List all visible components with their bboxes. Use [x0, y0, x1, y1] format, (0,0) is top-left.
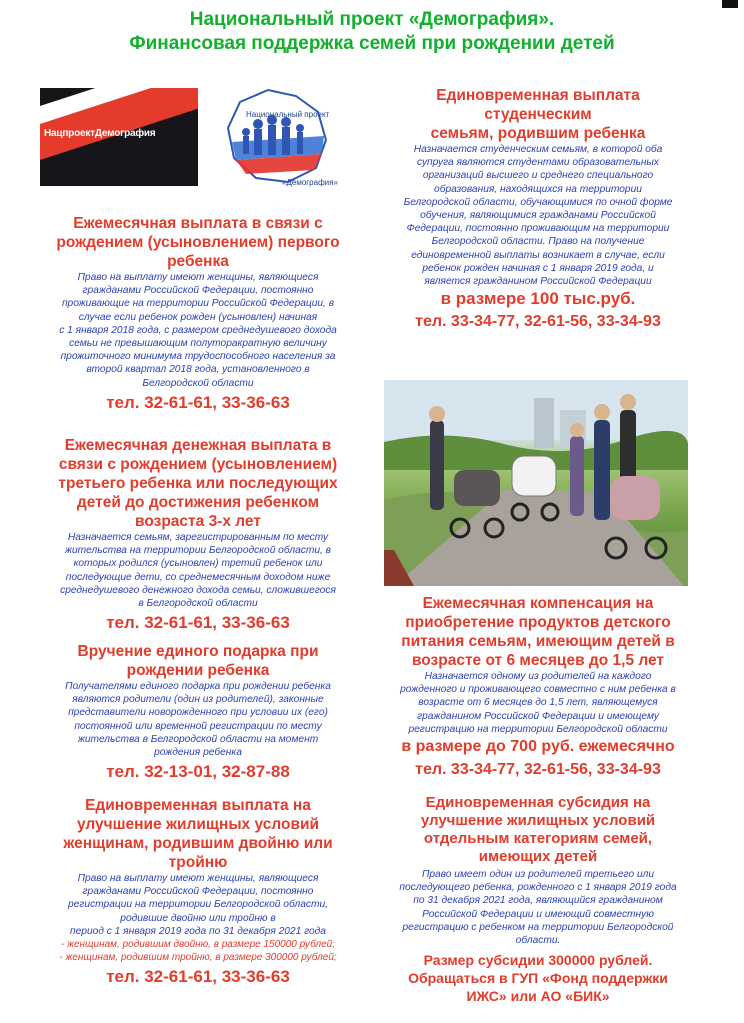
logo2-bottom-text: «Демография»	[282, 178, 338, 187]
text-line: с 1 января 2018 года, с размером среднедушевого дохода	[59, 324, 337, 336]
text-line: образования, находящихся на территории	[434, 183, 642, 195]
block-text	[368, 868, 708, 947]
text-line: Белгородской области, обучающимися по очной форме	[403, 196, 673, 208]
text-line: гражданином Российской Федерации и имеющему	[417, 710, 659, 722]
text-line: Право на выплату имеют женщины, являющиеся	[77, 272, 319, 283]
text-line: Право на выплату имеют женщины, являющиеся	[77, 873, 319, 884]
block-text	[28, 872, 368, 938]
text-line: гражданами Российской Федерации, постоянно	[82, 285, 314, 297]
text-line: Назначается одному из родителей на каждого	[424, 671, 652, 682]
text-line: которых родился (усыновлен) третий ребенок или	[73, 558, 323, 570]
header-line-2: Финансовая поддержка семей при рождении детей	[129, 33, 615, 54]
triplets-amount-line: - женщинам, родившим тройню, в размере 300000 рублей;	[59, 952, 337, 964]
text-line: Назначается студенческим семьям, в которой оба	[413, 144, 663, 155]
title-line: ребенка	[167, 253, 229, 270]
title-line: Вручение единого подарка при	[77, 643, 319, 660]
logo2-top-text: Национальный проект	[246, 110, 330, 119]
block-title	[368, 594, 708, 670]
block-title	[28, 796, 368, 872]
text-line: являются родители (один из родителей), законные	[72, 694, 324, 706]
title-line: рождении ребенка	[126, 662, 270, 679]
title-line: Единовременная выплата на	[85, 797, 311, 814]
text-line: семьи не превышающим полуторакратную величину	[69, 338, 327, 350]
text-line: гражданами Российской Федерации, постоянно	[82, 886, 314, 898]
text-line: по 31 декабря 2021 года, являющийся гражданином	[413, 895, 663, 907]
text-line: организаций высшего и среднего специального	[422, 170, 654, 182]
text-line: Белгородской области. Право на получение	[431, 236, 645, 248]
photo-illustration	[384, 380, 688, 586]
text-line: обучения, являющимися гражданами Российской	[420, 210, 656, 222]
title-line: отдельным категориям семей,	[423, 830, 653, 847]
twins-amount-line: - женщинам, родившим двойню, в размере 150000 рублей;	[60, 939, 336, 951]
text-line: Получателями единого подарка при рождении ребенка	[65, 681, 331, 692]
title-line: приобретение продуктов детского	[405, 614, 671, 631]
text-line: Федерации, постоянно проживающим на территории	[406, 223, 670, 235]
block-text	[368, 670, 708, 736]
title-line: связи с рождением (усыновлением)	[58, 456, 338, 473]
title-line: женщинам, родившим двойню или	[63, 835, 333, 852]
title-line: улучшение жилищных условий	[420, 812, 656, 829]
text-line: ребенок рожден начиная с 1 января 2019 года, и	[422, 262, 654, 274]
title-line: третьего ребенка или последующих	[58, 475, 338, 492]
text-line: супруга являются студентами образовательных	[416, 157, 660, 169]
subsidy-footer	[368, 951, 708, 1005]
title-line: семьям, родившим ребенка	[430, 125, 646, 142]
block-title	[368, 794, 708, 866]
text-line: второй квартал 2018 года, установленного в	[86, 364, 310, 376]
phone-numbers: тел. 32-61-61, 33-36-63	[106, 613, 290, 633]
title-line: Ежемесячная выплата в связи с	[73, 215, 323, 232]
families-with-strollers-photo	[384, 380, 688, 586]
title-line: Ежемесячная денежная выплата в	[64, 437, 332, 454]
text-line: прожиточного минимума трудоспособного населения за	[60, 351, 336, 363]
corner-mark	[722, 0, 738, 8]
block-text	[28, 680, 368, 759]
title-line: Единовременная субсидия на	[425, 794, 651, 811]
text-line: Белгородской области	[142, 377, 254, 389]
block-title	[368, 86, 708, 143]
text-line: родившие двойню или тройню в	[120, 912, 276, 924]
text-line: единовременной выплаты возникает в случае, если	[411, 249, 665, 261]
text-line: рожденного и проживающего совместно с ним ребенка в	[400, 684, 676, 696]
text-line: регистрацию на территории Белгородской области	[408, 723, 668, 735]
phone-numbers: тел. 32-61-61, 33-36-63	[106, 392, 290, 412]
text-line: в Белгородской области	[138, 598, 258, 610]
title-line: питания семьям, имеющим детей в	[401, 633, 675, 650]
title-line: тройню	[168, 854, 228, 871]
footer-line: Размер субсидии 300000 рублей.	[423, 952, 653, 969]
block-baby-food-compensation	[368, 594, 708, 781]
text-line: Российской Федерации и имеющий совместную	[422, 908, 654, 920]
payment-amount: в размере 100 тыс.руб.	[440, 289, 636, 309]
region-map-icon	[218, 82, 338, 192]
phone-numbers: тел. 33-34-77, 32-61-56, 33-34-93	[415, 313, 661, 331]
text-line: является гражданином Российской Федерации	[424, 276, 652, 288]
title-line: улучшение жилищных условий	[76, 816, 320, 833]
payment-amount: в размере до 700 руб. ежемесячно	[401, 738, 675, 756]
phone-numbers: тел. 32-13-01, 32-87-88	[106, 762, 290, 782]
block-title	[28, 436, 368, 531]
text-line: жительства в Белгородской области на момент	[77, 733, 319, 745]
text-line: период с 1 января 2019 года по 31 декабря 2021 года	[70, 925, 326, 937]
text-line: среднедушевого денежного дохода семьи, сложившегося	[60, 584, 336, 596]
block-text	[368, 143, 708, 288]
block-first-child-payment	[28, 214, 368, 414]
block-student-family-payment	[368, 86, 708, 333]
title-line: рождением (усыновлением) первого	[56, 234, 340, 251]
text-line: Право имеет один из родителей третьего или	[421, 869, 655, 880]
text-line: области.	[515, 935, 561, 947]
text-line: случае если ребенок рожден (усыновлен) начиная	[78, 311, 318, 323]
natsproekt-logo	[40, 88, 198, 186]
title-line: детей до достижения ребенком	[76, 494, 320, 511]
text-line: возрасте от 6 месяцев до 1,5 лет, являющемуся	[418, 697, 658, 709]
demography-logo	[218, 82, 338, 192]
block-text	[28, 271, 368, 390]
text-line: Назначается семьям, зарегистрированным по месту	[67, 532, 329, 543]
block-housing-subsidy	[368, 794, 708, 1005]
footer-line: Обращаться в ГУП «Фонд поддержки	[408, 970, 668, 987]
block-twins-payment	[28, 796, 368, 988]
title-line: возрасте от 6 месяцев до 1,5 лет	[411, 652, 665, 669]
block-title	[28, 642, 368, 680]
title-line: имеющих детей	[478, 848, 598, 865]
block-title	[28, 214, 368, 271]
phone-numbers: тел. 33-34-77, 32-61-56, 33-34-93	[415, 761, 661, 779]
text-line: рождения ребенка	[154, 747, 242, 759]
text-line: жительства на территории Белгородской области, в	[65, 545, 331, 557]
block-text	[28, 531, 368, 610]
text-line: последующего ребенка, рожденного с 1 января 2019 года	[399, 882, 677, 894]
title-line: Единовременная выплата	[436, 87, 640, 104]
text-line: постоянной или временной регистрации по месту	[74, 720, 322, 732]
title-line: возраста 3-х лет	[135, 513, 261, 530]
phone-numbers: тел. 32-61-61, 33-36-63	[106, 967, 290, 987]
text-line: представители новорожденного при условии их (его)	[68, 707, 328, 719]
block-third-child-payment	[28, 436, 368, 634]
text-line: последующие дети, со среднемесячным доходом ниже	[65, 571, 331, 583]
title-line: студенческим	[484, 106, 592, 123]
title-line: Ежемесячная компенсация на	[422, 595, 654, 612]
header-line-1: Национальный проект «Демография».	[189, 9, 555, 30]
logo-text: НацпроектДемография	[44, 128, 156, 139]
page-header	[0, 8, 744, 56]
text-line: проживающие на территории Российской Федерации, в	[61, 298, 335, 310]
footer-line: ИЖС» или АО «БИК»	[466, 988, 610, 1005]
text-line: регистрации на территории Белгородской области,	[68, 899, 328, 911]
text-line: регистрацию с ребенком на территории Белгородской	[402, 921, 674, 933]
block-single-gift	[28, 642, 368, 783]
